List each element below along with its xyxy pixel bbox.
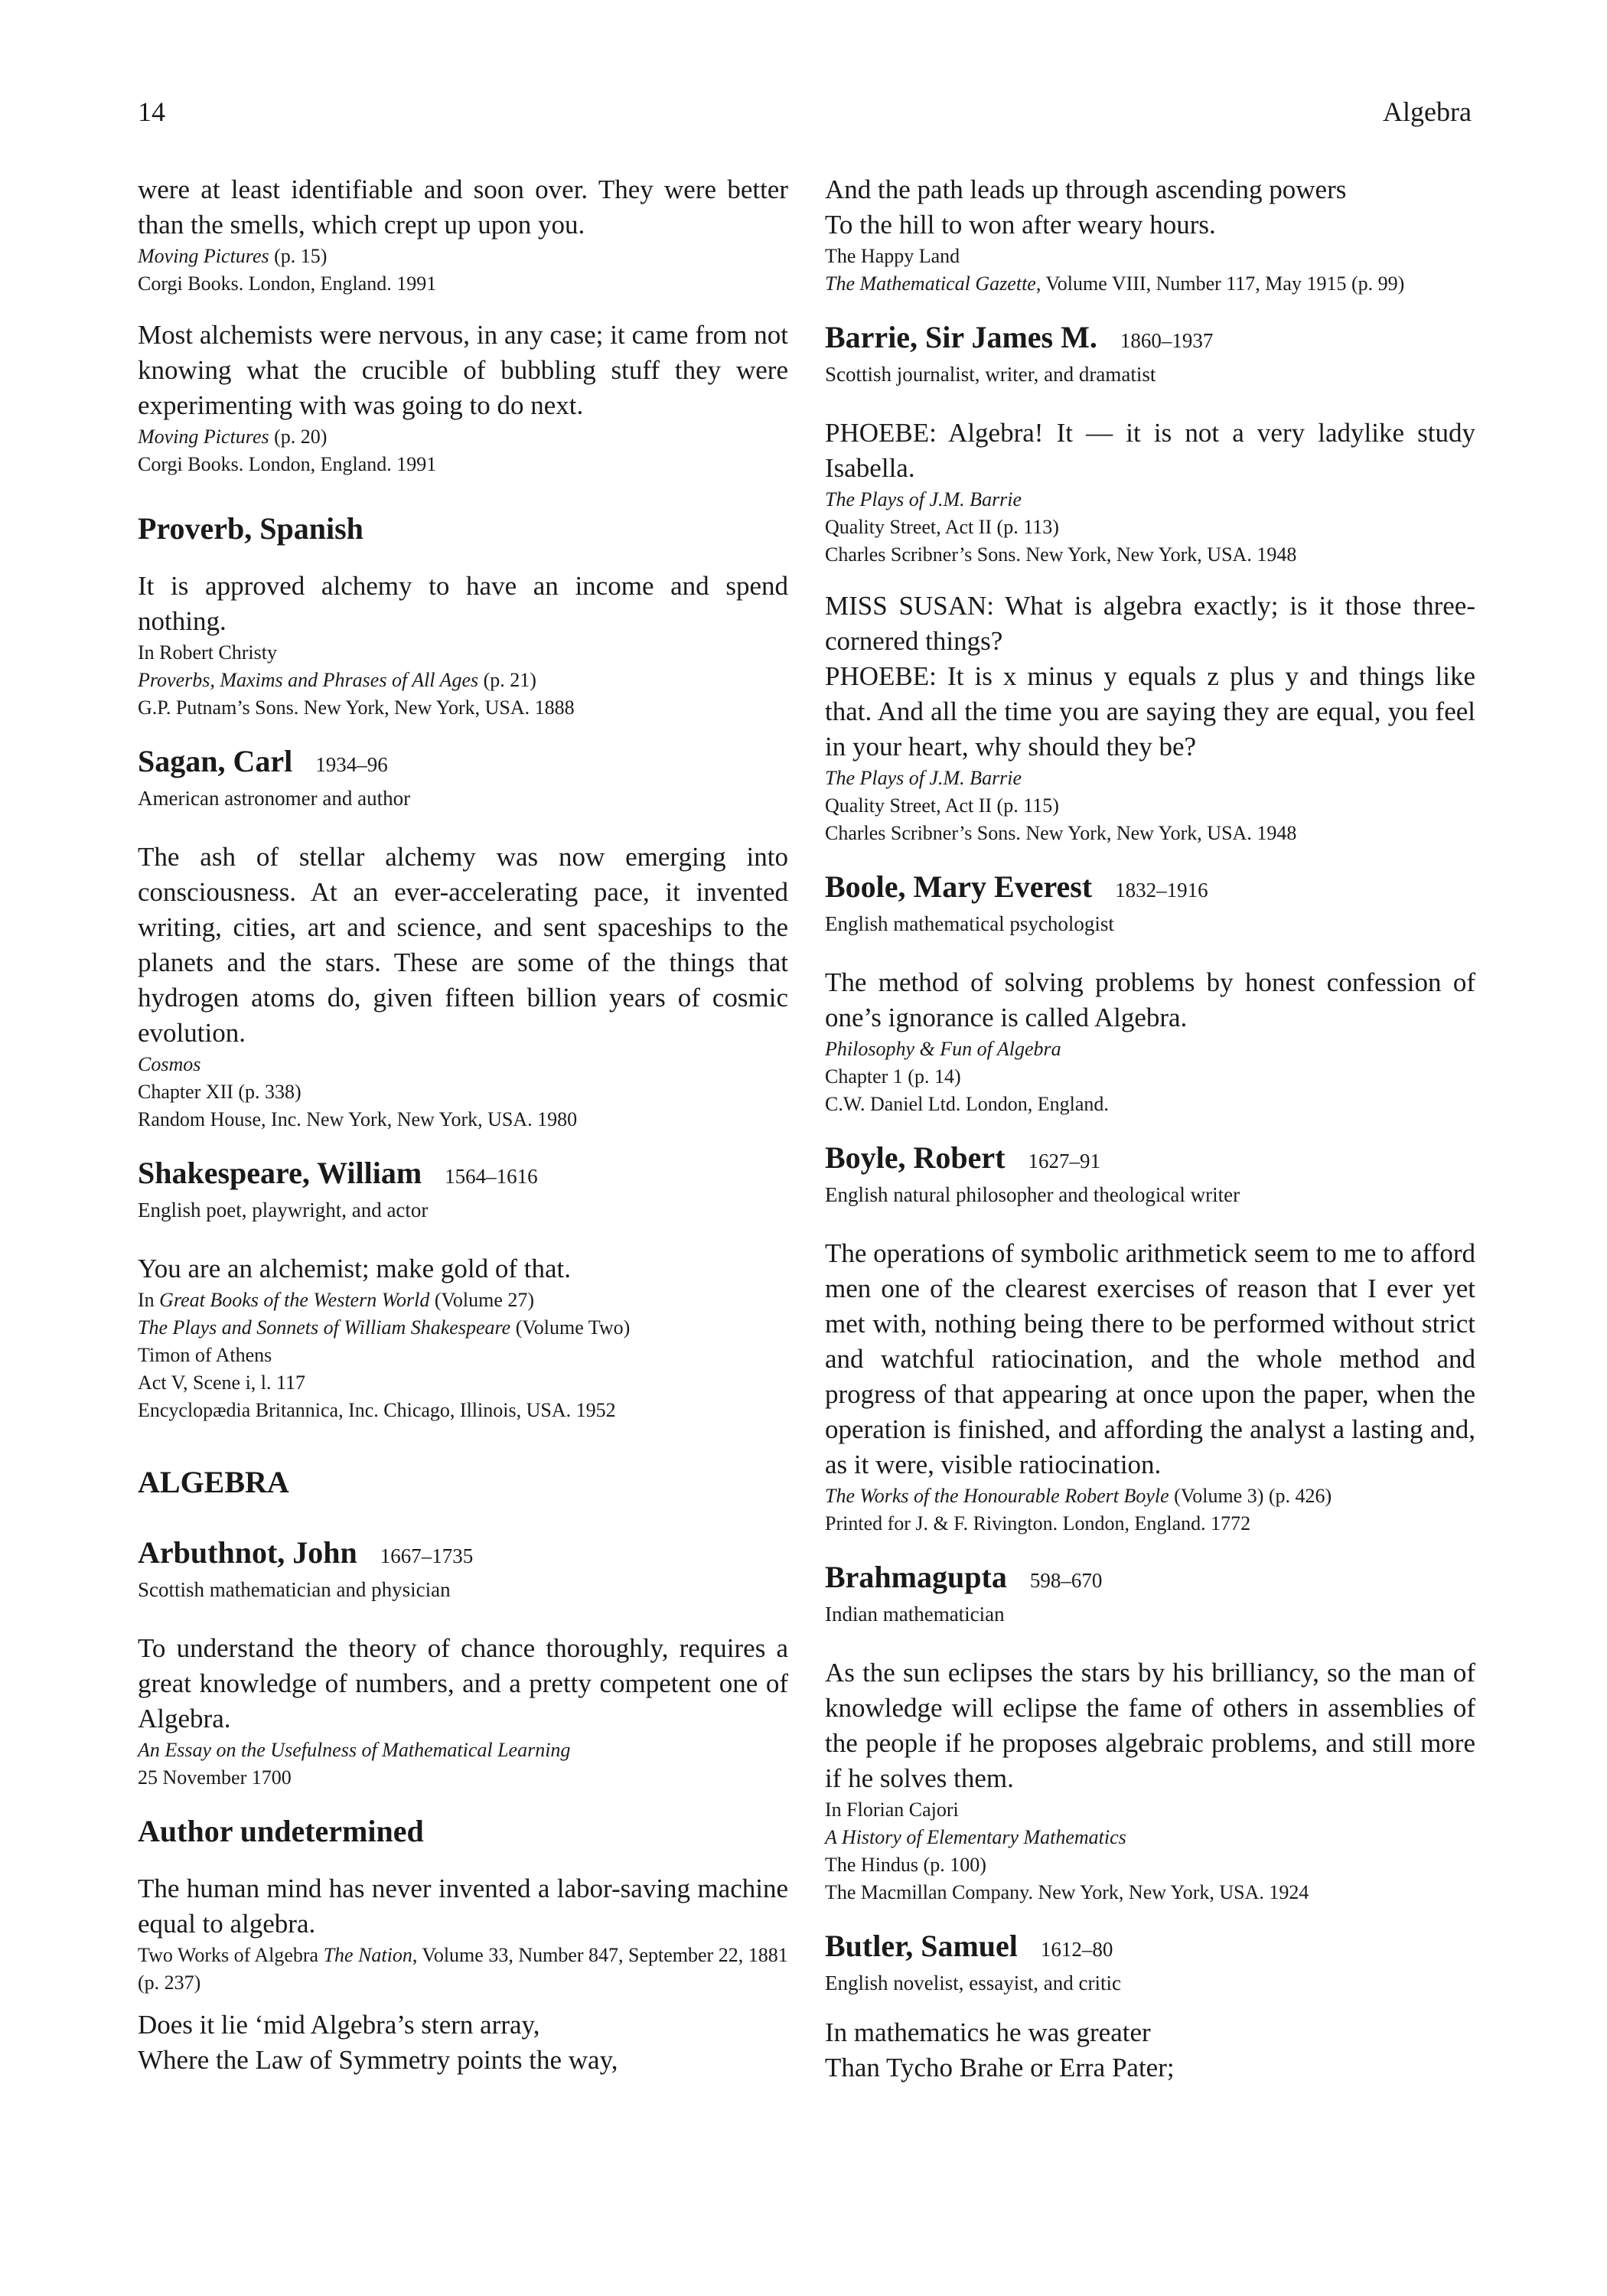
- entry-proverb-spanish: [138, 509, 788, 722]
- author-description: English natural philosopher and theological writer: [825, 1183, 1240, 1206]
- quote-source: The Plays of J.M. Barrie: [825, 767, 1022, 789]
- quote-source: Quality Street, Act II (p. 113): [825, 516, 1059, 538]
- author-heading: [825, 1138, 1475, 1181]
- entry-poem-continuation: [825, 172, 1475, 298]
- quote-publisher: Charles Scribner’s Sons. New York, New York, USA. 1948: [825, 822, 1297, 844]
- quote-text: You are an alchemist; make gold of that.: [138, 1254, 572, 1283]
- author-heading: [138, 1533, 788, 1576]
- quote-text: It is approved alchemy to have an income and spend nothing.: [138, 571, 788, 636]
- poem-line: In mathematics he was greater: [825, 2017, 1151, 2047]
- quote-source: The Plays of J.M. Barrie: [825, 488, 1022, 510]
- quote-publisher: Charles Scribner’s Sons. New York, New York, USA. 1948: [825, 543, 1297, 566]
- quote-entry-moving-pictures-1: [138, 172, 788, 298]
- quote-source: Proverbs, Maxims and Phrases of All Ages (p. 21): [138, 669, 536, 691]
- author-description: Indian mathematician: [825, 1603, 1005, 1626]
- quote-publisher: Printed for J. & F. Rivington. London, England. 1772: [825, 1512, 1251, 1534]
- quote-source: Two Works of Algebra The Nation, Volume 33, Number 847, September 22, 1881 (p. 237): [138, 1944, 788, 1994]
- section-title: ALGEBRA: [138, 1465, 289, 1499]
- quote-text: To understand the theory of chance thoroughly, requires a great knowledge of numbers, and a pretty competent one of Algebra.: [138, 1633, 788, 1733]
- entry-butler: [825, 1926, 1475, 2086]
- quote-date: 25 November 1700: [138, 1766, 292, 1789]
- entry-boole: [825, 867, 1475, 1118]
- source-title: Moving Pictures: [138, 245, 269, 267]
- quote-source: In Robert Christy: [138, 641, 277, 664]
- quote-source: Quality Street, Act II (p. 115): [825, 794, 1059, 817]
- running-head: Algebra: [1383, 96, 1472, 127]
- quote-text: PHOEBE: Algebra! It — it is not a very ladylike study Isabella.: [825, 418, 1475, 483]
- quote-source: A History of Elementary Mathematics: [825, 1826, 1126, 1848]
- left-column: [138, 172, 788, 2078]
- entry-author-undetermined: [138, 1812, 788, 2078]
- right-column: [825, 172, 1475, 2086]
- quote-source: Philosophy & Fun of Algebra: [825, 1038, 1061, 1060]
- author-name: Author undetermined: [138, 1814, 424, 1848]
- quote-source: The Happy Land: [825, 245, 960, 267]
- quote-publisher: Random House, Inc. New York, New York, USA. 1980: [138, 1108, 578, 1130]
- source-title: Moving Pictures: [138, 426, 269, 448]
- quote-source: Act V, Scene i, l. 117: [138, 1371, 306, 1394]
- author-name: Brahmagupta: [825, 1560, 1007, 1594]
- quote-source: In Florian Cajori: [825, 1799, 959, 1821]
- quote-source: The Works of the Honourable Robert Boyle (Volume 3) (p. 426): [825, 1485, 1332, 1507]
- poem-line: Where the Law of Symmetry points the way,: [138, 2045, 618, 2075]
- author-description: English poet, playwright, and actor: [138, 1199, 429, 1221]
- quote-publisher: Corgi Books. London, England. 1991: [138, 453, 437, 475]
- poem-line: Than Tycho Brahe or Erra Pater;: [825, 2053, 1175, 2082]
- author-dates: 1564–1616: [445, 1165, 538, 1188]
- entry-boyle: [825, 1138, 1475, 1538]
- author-dates: 1627–91: [1028, 1150, 1101, 1172]
- quote-text: As the sun eclipses the stars by his brilliancy, so the man of knowledge will eclipse the fame of others in assemblies of the people if he proposes algebraic problems, and still more if he solves them.: [825, 1658, 1475, 1793]
- author-description: English novelist, essayist, and critic: [825, 1971, 1121, 1994]
- poem-line: And the path leads up through ascending powers: [825, 174, 1347, 204]
- entry-sagan: [138, 742, 788, 1133]
- entry-barrie: [825, 318, 1475, 847]
- quote-publisher: Corgi Books. London, England. 1991: [138, 272, 437, 295]
- author-dates: 1667–1735: [380, 1544, 474, 1567]
- quote-source: Chapter 1 (p. 14): [825, 1065, 961, 1088]
- author-name: Shakespeare, William: [138, 1156, 422, 1190]
- quote-text: The human mind has never invented a labor-saving machine equal to algebra.: [138, 1874, 788, 1939]
- quote-publisher: Encyclopædia Britannica, Inc. Chicago, Illinois, USA. 1952: [138, 1399, 616, 1421]
- author-heading: [825, 318, 1475, 360]
- quote-publisher: The Macmillan Company. New York, New York, USA. 1924: [825, 1881, 1309, 1903]
- author-name: Boyle, Robert: [825, 1140, 1006, 1175]
- poem-line: To the hill to won after weary hours.: [825, 210, 1216, 240]
- author-heading: [825, 867, 1475, 910]
- quote-source: Moving Pictures (p. 15): [138, 245, 328, 267]
- author-dates: 1832–1916: [1115, 879, 1208, 902]
- quote-text: were at least identifiable and soon over. They were better than the smells, which crept up upon you.: [138, 174, 788, 240]
- entry-brahmagupta: [825, 1557, 1475, 1906]
- quote-source: Chapter XII (p. 338): [138, 1081, 302, 1103]
- author-heading: [825, 1557, 1475, 1600]
- quote-source: An Essay on the Usefulness of Mathematical Learning: [138, 1739, 571, 1761]
- author-dates: 598–670: [1029, 1569, 1103, 1592]
- author-heading: [138, 742, 788, 784]
- quote-source: In Great Books of the Western World (Volume 27): [138, 1289, 535, 1311]
- quote-entry-moving-pictures-2: [138, 318, 788, 478]
- author-description: English mathematical psychologist: [825, 912, 1114, 935]
- poem-line: Does it lie ‘mid Algebra’s stern array,: [138, 2010, 540, 2040]
- author-heading: [138, 1153, 788, 1196]
- author-dates: 1612–80: [1040, 1938, 1113, 1961]
- quote-text: Most alchemists were nervous, in any case; it came from not knowing what the crucible of bubbling stuff they were experimenting with was going to do next.: [138, 320, 788, 420]
- quote-publisher: C.W. Daniel Ltd. London, England.: [825, 1093, 1109, 1115]
- quote-text: The method of solving problems by honest confession of one’s ignorance is called Algebra.: [825, 967, 1475, 1032]
- quote-text: The ash of stellar alchemy was now emerging into consciousness. At an ever-accelerating pace, it invented writing, cities, art and science, and sent spaceships to the planets and the stars. These are some of the things that hydrogen atoms do, given fifteen billion years of cosmic evolution.: [138, 842, 788, 1048]
- quote-source: The Mathematical Gazette, Volume VIII, Number 117, May 1915 (p. 99): [825, 272, 1405, 295]
- quote-source: Cosmos: [138, 1053, 201, 1075]
- page-number: 14: [138, 96, 165, 127]
- entry-shakespeare: [138, 1153, 788, 1424]
- quote-source: Timon of Athens: [138, 1344, 272, 1366]
- quote-source: The Hindus (p. 100): [825, 1854, 986, 1876]
- author-name: Butler, Samuel: [825, 1929, 1018, 1963]
- author-name: Barrie, Sir James M.: [825, 320, 1097, 354]
- author-description: Scottish mathematician and physician: [138, 1578, 451, 1601]
- author-name: Boole, Mary Everest: [825, 869, 1093, 904]
- author-name: Sagan, Carl: [138, 744, 293, 778]
- author-dates: 1860–1937: [1120, 329, 1214, 352]
- author-dates: 1934–96: [315, 753, 388, 776]
- quote-source: The Plays and Sonnets of William Shakespeare (Volume Two): [138, 1316, 631, 1339]
- quote-text: MISS SUSAN: What is algebra exactly; is it those three-cornered things?: [825, 591, 1475, 656]
- quote-publisher: G.P. Putnam’s Sons. New York, New York, USA. 1888: [138, 696, 575, 719]
- author-description: American astronomer and author: [138, 787, 411, 810]
- author-heading: [825, 1926, 1475, 1969]
- quote-source: Moving Pictures (p. 20): [138, 426, 328, 448]
- quote-text: The operations of symbolic arithmetick seem to me to afford men one of the clearest exercises of reason that I ever yet met with, nothing being there to be performed without strict and watchful ratiocination, and the whole method and progress of that appearing at once upon the paper, when the operation is finished, and affording the analyst a lasting and, as it were, visible ratiocination.: [825, 1238, 1475, 1479]
- entry-arbuthnot: [138, 1533, 788, 1792]
- author-description: Scottish journalist, writer, and dramatist: [825, 363, 1156, 386]
- quote-text: PHOEBE: It is x minus y equals z plus y and things like that. And all the time you are saying they are equal, you feel in your heart, why should they be?: [825, 661, 1475, 762]
- author-name: Proverb, Spanish: [138, 511, 363, 546]
- author-name: Arbuthnot, John: [138, 1535, 357, 1570]
